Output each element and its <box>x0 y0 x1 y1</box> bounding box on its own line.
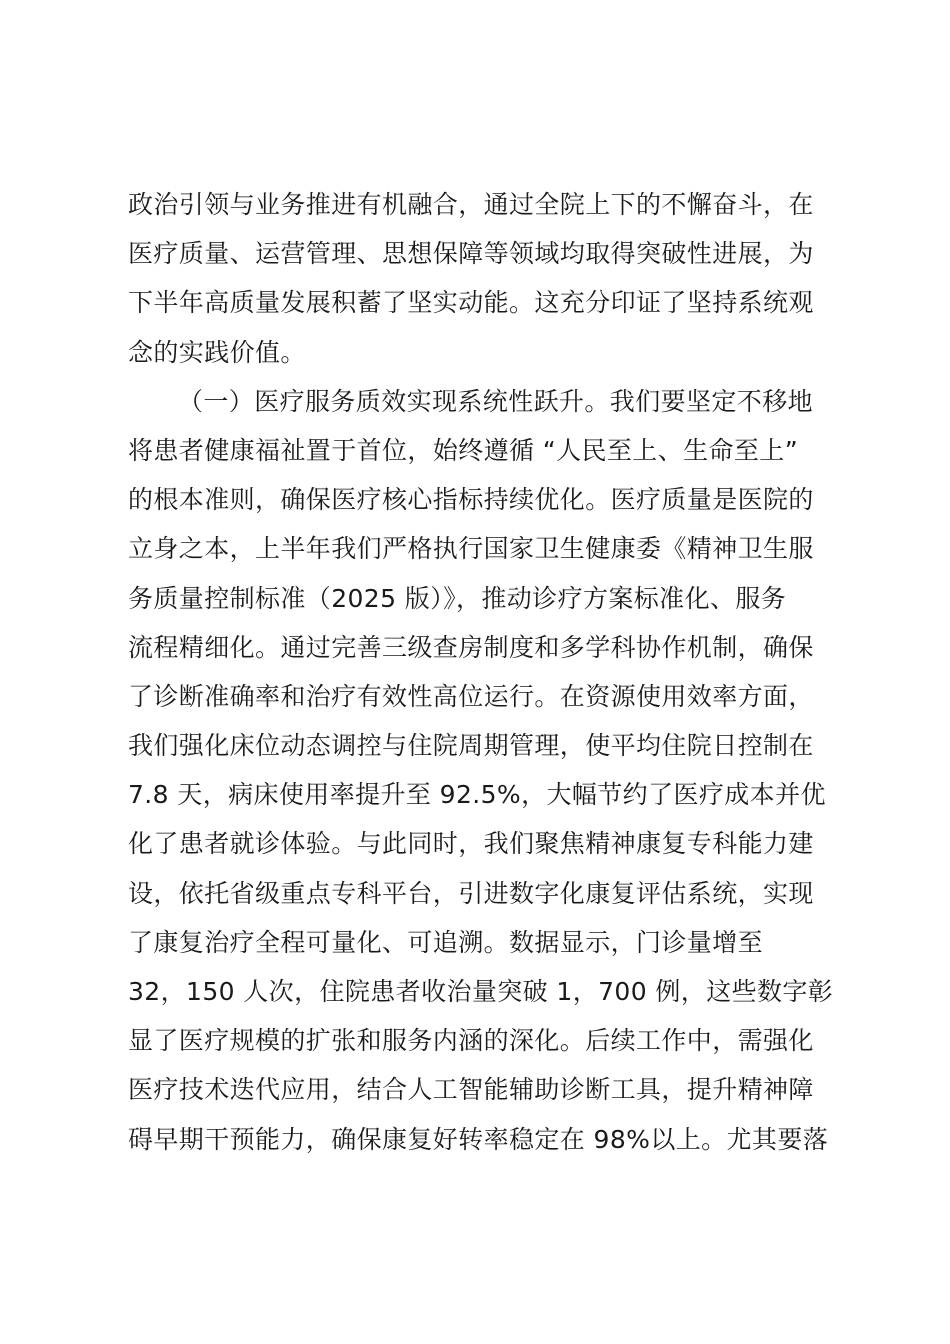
text-line: 下半年高质量发展积蓄了坚实动能。这充分印证了坚持系统观 <box>128 288 814 318</box>
text-line: 碍早期干预能力，确保康复好转率稳定在 98%以上。尤其要落 <box>128 1124 829 1154</box>
text-line: 将患者健康福祉置于首位，始终遵循 “人民至上、生命至上” <box>128 435 799 465</box>
text-line: 的根本准则，确保医疗核心指标持续优化。医疗质量是医院的 <box>128 485 814 515</box>
text-line: 流程精细化。通过完善三级查房制度和多学科协作机制，确保 <box>128 632 814 662</box>
text-line: 立身之本，上半年我们严格执行国家卫生健康委《精神卫生服 <box>128 534 814 564</box>
text-line: 设，依托省级重点专科平台，引进数字化康复评估系统，实现 <box>128 878 814 908</box>
text-line: 了康复治疗全程可量化、可追溯。数据显示，门诊量增至 <box>128 927 764 957</box>
text-line: 医疗质量、运营管理、思想保障等领域均取得突破性进展，为 <box>128 239 814 269</box>
text-line: 医疗技术迭代应用，结合人工智能辅助诊断工具，提升精神障 <box>128 1075 814 1105</box>
section-heading-line: （一）医疗服务质效实现系统性跃升。我们要坚定不移地 <box>178 386 814 416</box>
text-line: 7.8 天，病床使用率提升至 92.5%，大幅节约了医疗成本并优 <box>128 780 826 810</box>
paragraph-intro <box>128 180 848 377</box>
text-line: 32，150 人次，住院患者收治量突破 1，700 例，这些数字彰 <box>128 977 834 1006</box>
text-line: 政治引领与业务推进有机融合，通过全院上下的不懈奋斗，在 <box>128 190 814 219</box>
text-line: 了诊断准确率和治疗有效性高位运行。在资源使用效率方面， <box>128 681 814 711</box>
text-line: 我们强化床位动态调控与住院周期管理，使平均住院日控制在 <box>128 731 814 761</box>
text-line: 显了医疗规模的扩张和服务内涵的深化。后续工作中，需强化 <box>128 1026 814 1056</box>
paragraph-medical-service <box>128 377 848 1164</box>
body-text <box>128 180 848 1164</box>
text-line: 务质量控制标准（2025 版）》，推动诊疗方案标准化、服务 <box>128 583 787 613</box>
text-line: 念的实践价值。 <box>128 337 306 367</box>
text-line: 化了患者就诊体验。与此同时，我们聚焦精神康复专科能力建 <box>128 829 814 859</box>
